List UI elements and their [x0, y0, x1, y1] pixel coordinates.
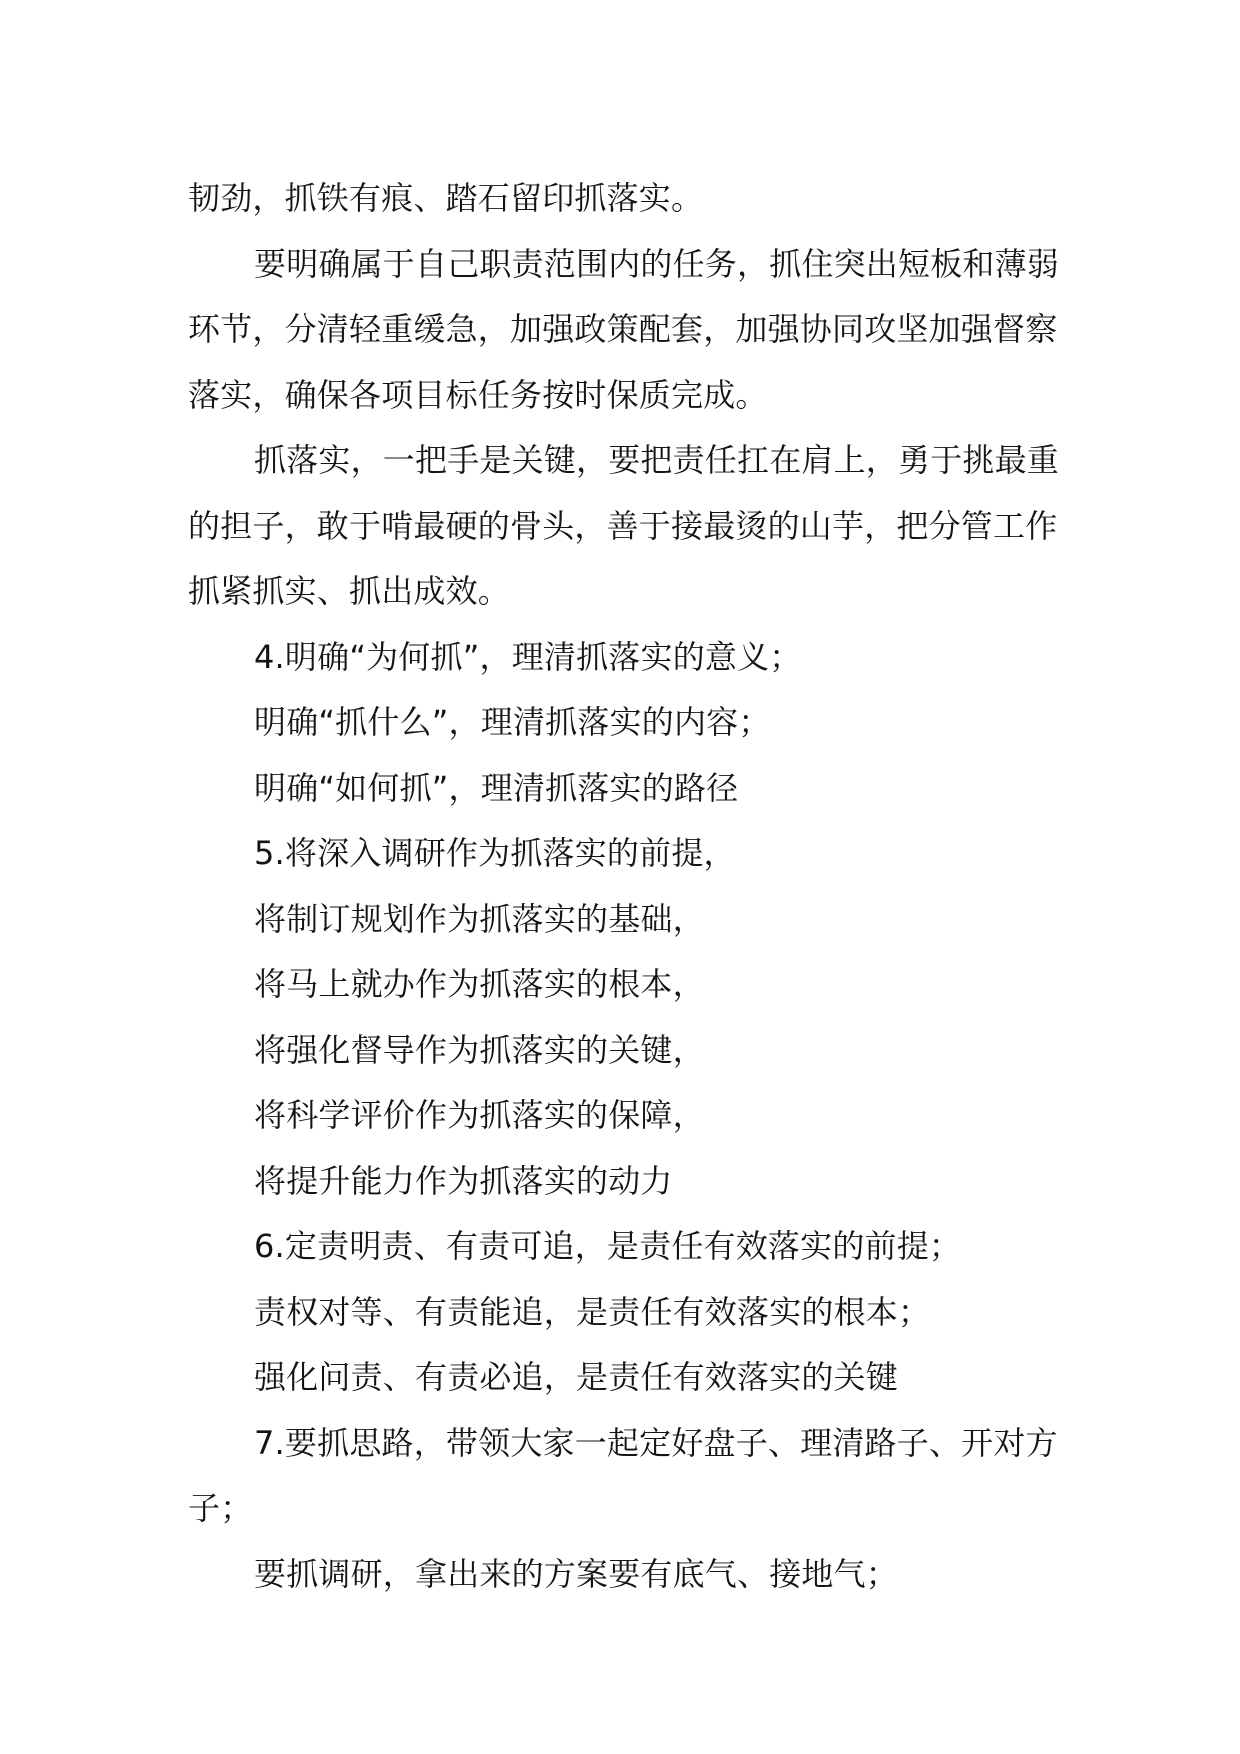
paragraph-14: 责权对等、有责能追，是责任有效落实的根本；: [254, 1292, 931, 1331]
paragraph-17: 要抓调研，拿出来的方案要有底气、接地气；: [254, 1554, 899, 1593]
paragraph-5: 明确“抓什么”，理清抓落实的内容；: [254, 703, 771, 741]
paragraph-7: 5.将深入调研作为抓落实的前提，: [254, 834, 736, 872]
paragraph-4: 4.明确“为何抓”，理清抓落实的意义；: [254, 637, 802, 676]
paragraph-12: 将提升能力作为抓落实的动力: [254, 1161, 673, 1200]
paragraph-11: 将科学评价作为抓落实的保障，: [254, 1096, 705, 1134]
paragraph-2: 要明确属于自己职责范围内的任务，抓住突出短板和薄弱环节，分清轻重缓急，加强政策配套，加强协同攻坚加强督察落实，确保各项目标任务按时保质完成。: [188, 244, 1060, 414]
paragraph-10: 将强化督导作为抓落实的关键，: [254, 1030, 705, 1069]
paragraph-8: 将制订规划作为抓落实的基础，: [254, 899, 705, 938]
paragraph-15: 强化问责、有责必追，是责任有效落实的关键: [254, 1358, 899, 1396]
paragraph-1: 韧劲，抓铁有痕、踏石留印抓落实。: [188, 179, 704, 217]
body-text: [188, 166, 1068, 1607]
paragraph-3: 抓落实，一把手是关键，要把责任扛在肩上，勇于挑最重的担子，敢于啃最硬的骨头，善于接最烫的山芋，把分管工作抓紧抓实、抓出成效。: [188, 441, 1060, 610]
paragraph-9: 将马上就办作为抓落实的根本，: [254, 965, 705, 1003]
paragraph-6: 明确“如何抓”，理清抓落实的路径: [254, 768, 739, 807]
paragraph-16: 7.要抓思路，带领大家一起定好盘子、理清路子、开对方子；: [188, 1423, 1058, 1527]
paragraph-13: 6.定责明责、有责可追，是责任有效落实的前提；: [254, 1227, 962, 1265]
